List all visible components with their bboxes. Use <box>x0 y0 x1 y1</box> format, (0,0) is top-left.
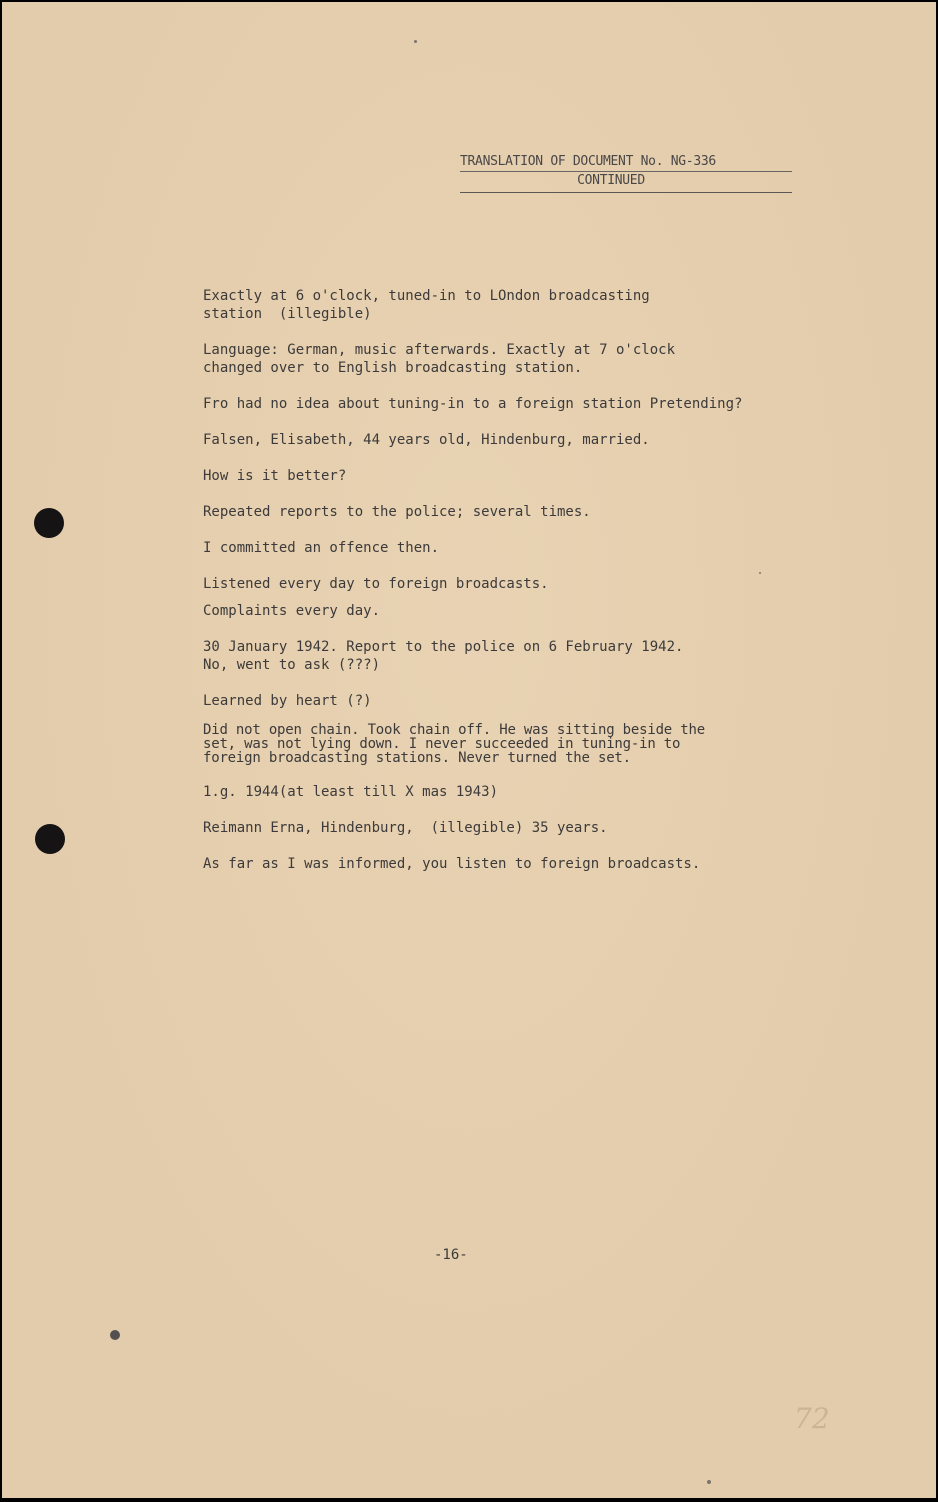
punch-hole-upper <box>34 508 64 538</box>
document-body <box>203 287 803 873</box>
paragraph-language: Language: German, music afterwards. Exactly at 7 o'clock changed over to English broadcasting station. <box>203 342 676 376</box>
paragraph-complaints: Complaints every day. <box>203 603 381 619</box>
paragraph-year: 1.g. 1944(at least till X mas 1943) <box>203 784 499 800</box>
paragraph-informed: As far as I was informed, you listen to foreign broadcasts. <box>203 856 701 872</box>
paragraph-no-idea: Fro had no idea about tuning-in to a foreign station Pretending? <box>203 396 743 412</box>
paper-speck <box>759 572 761 574</box>
paragraph-witness-falsen: Falsen, Elisabeth, 44 years old, Hindenburg, married. <box>203 432 650 448</box>
paragraph-offence: I committed an offence then. <box>203 540 440 556</box>
pencil-page-note: 72 <box>794 1402 830 1435</box>
ink-dot <box>110 1330 120 1340</box>
paragraph-listened: Listened every day to foreign broadcasts. <box>203 576 549 592</box>
paragraph-how-better: How is it better? <box>203 468 347 484</box>
paragraph-repeated-reports: Repeated reports to the police; several times. <box>203 504 591 520</box>
paragraph-report-dates: 30 January 1942. Report to the police on 6 February 1942. No, went to ask (???) <box>203 639 684 673</box>
document-page <box>2 2 936 1498</box>
page-number: -16- <box>434 1247 468 1263</box>
paragraph-witness-reimann: Reimann Erna, Hindenburg, (illegible) 35 years. <box>203 820 608 836</box>
header-title: TRANSLATION OF DOCUMENT No. NG-336 <box>460 153 792 172</box>
paragraph-chain: Did not open chain. Took chain off. He was sitting beside the set, was not lying down. I never succeeded in tuning-in to foreign broadcasting stations. Never turned the set. <box>203 722 705 766</box>
paper-speck <box>707 1480 711 1484</box>
paragraph-tuned-in: Exactly at 6 o'clock, tuned-in to LOndon broadcasting station (illegible) <box>203 288 650 322</box>
paragraph-learned: Learned by heart (?) <box>203 693 372 709</box>
paper-speck <box>414 40 417 43</box>
punch-hole-lower <box>35 824 65 854</box>
document-header <box>460 153 792 193</box>
header-continued: CONTINUED <box>460 172 792 193</box>
